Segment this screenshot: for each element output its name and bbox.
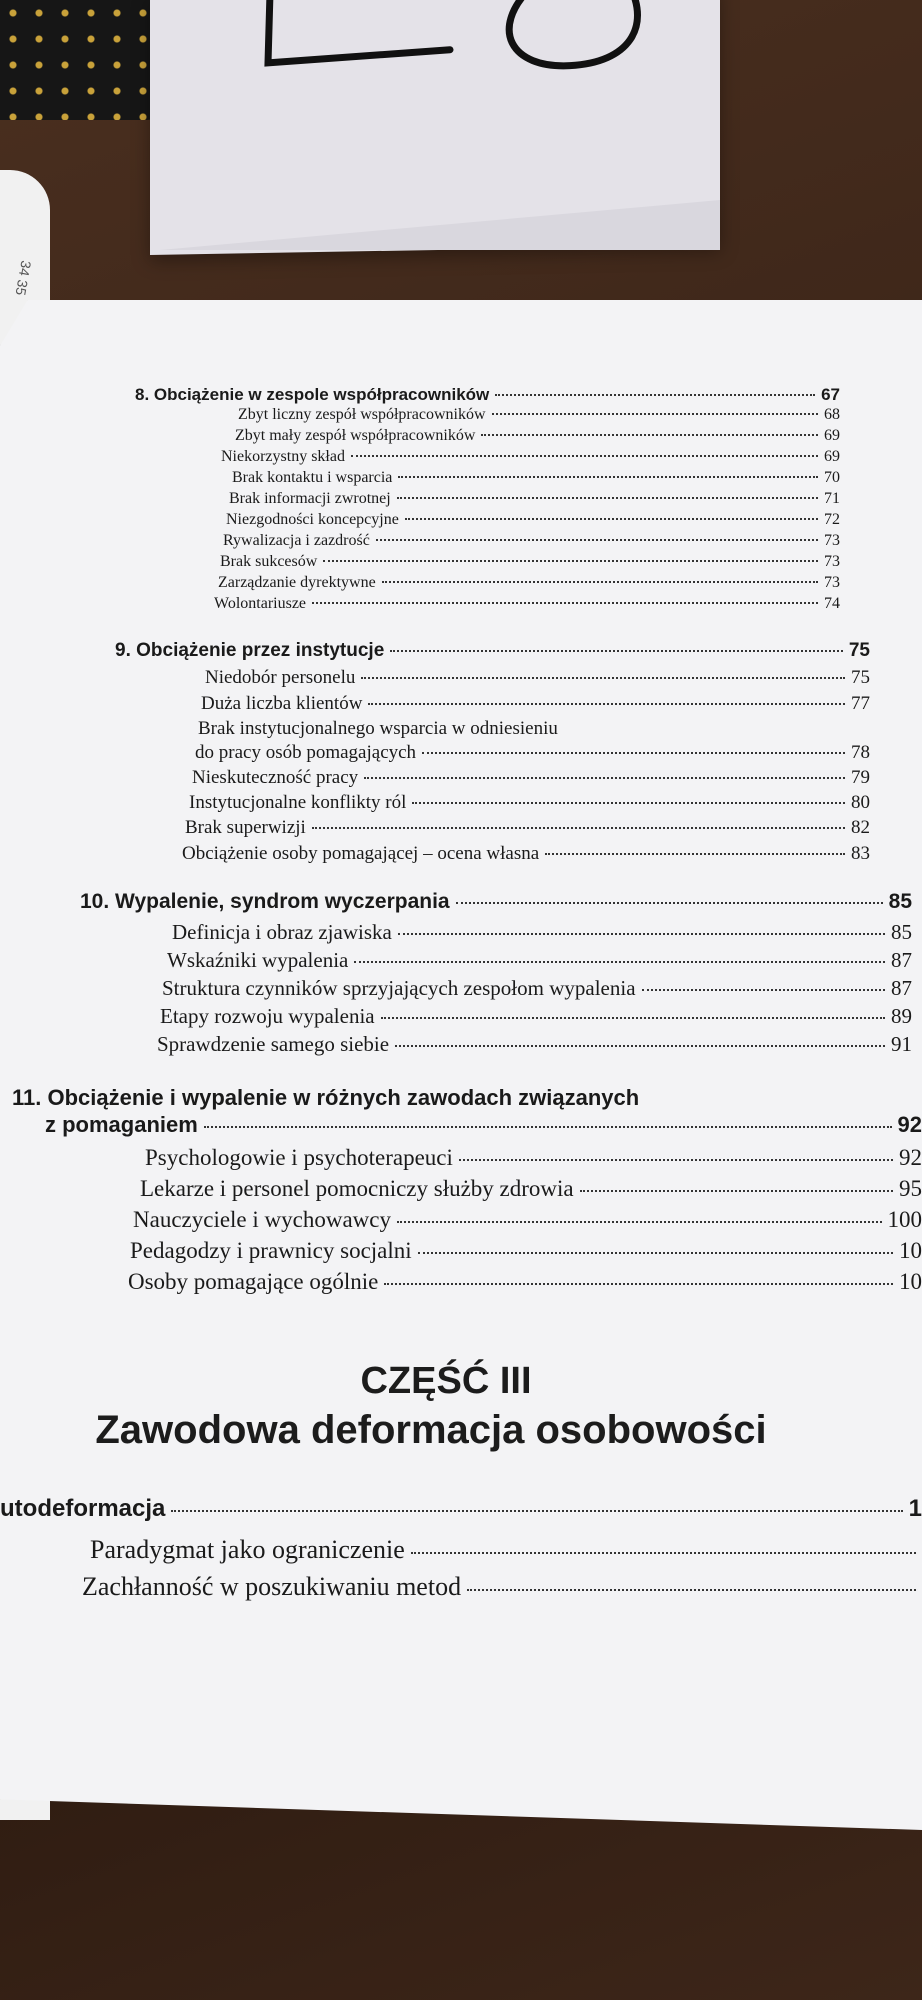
dot-leader xyxy=(368,703,845,705)
toc-entry xyxy=(235,427,840,445)
chapter-heading xyxy=(0,1495,922,1523)
toc-entry xyxy=(182,843,870,865)
dot-leader xyxy=(395,1045,885,1047)
entry-title: Osoby pomagające ogólnie xyxy=(128,1269,379,1294)
entry-title: z pomaganiem xyxy=(45,1112,198,1137)
dot-leader xyxy=(397,497,818,499)
dot-leader xyxy=(398,933,885,935)
page-number: 89 xyxy=(891,1004,912,1028)
dot-leader xyxy=(580,1190,893,1192)
dot-leader xyxy=(397,1221,882,1223)
entry-title: Brak instytucjonalnego wsparcia w odniesieniu xyxy=(198,718,558,739)
page-number: 69 xyxy=(824,427,840,444)
dot-leader xyxy=(398,476,818,478)
page-number: 75 xyxy=(848,640,870,661)
toc-entry xyxy=(172,920,912,945)
dot-leader xyxy=(351,455,818,457)
toc-entry xyxy=(218,574,840,592)
page-number: 82 xyxy=(851,817,870,838)
dot-leader xyxy=(204,1126,892,1128)
page-number: 92 xyxy=(899,1145,922,1170)
dot-leader xyxy=(492,413,819,415)
toc-entry xyxy=(192,767,870,789)
entry-title: Struktura czynników sprzyjających zespołom wypalenia xyxy=(162,976,636,1000)
dot-leader xyxy=(364,777,845,779)
entry-title: Instytucjonalne konflikty ról xyxy=(189,792,407,813)
page-number: 78 xyxy=(851,742,870,763)
page-number: 95 xyxy=(899,1176,922,1201)
entry-title: Etapy rozwoju wypalenia xyxy=(160,1004,375,1028)
dot-leader xyxy=(642,989,885,991)
entry-title: Nieskuteczność pracy xyxy=(192,767,359,788)
entry-title: 8. Obciążenie w zespole współpracowników xyxy=(135,385,490,404)
chapter-heading xyxy=(135,385,840,405)
page-number: 67 xyxy=(821,385,840,404)
toc-entry xyxy=(223,532,840,550)
toc-entry xyxy=(145,1145,922,1171)
entry-title: Wskaźniki wypalenia xyxy=(167,948,349,972)
dot-leader xyxy=(456,902,883,904)
part-label: CZĘŚĆ III xyxy=(360,1360,532,1402)
entry-title: 10. Wypalenie, syndrom wyczerpania xyxy=(80,890,450,913)
toc-entry xyxy=(229,490,840,508)
toc-entry xyxy=(128,1269,922,1295)
page-number: 10 xyxy=(899,1269,922,1294)
entry-title: Brak sukcesów xyxy=(220,553,318,570)
entry-title: Zachłanność w poszukiwaniu metod xyxy=(82,1572,462,1601)
dot-leader xyxy=(495,394,815,396)
page-number: 10 xyxy=(899,1238,922,1263)
dot-leader xyxy=(481,434,818,436)
entry-title: Niezgodności koncepcyjne xyxy=(226,511,399,528)
dot-leader xyxy=(171,1510,902,1512)
entry-title: Nauczyciele i wychowawcy xyxy=(133,1207,391,1232)
entry-title: do pracy osób pomagających xyxy=(195,742,417,763)
toc-entry xyxy=(90,1535,922,1565)
entry-title: Duża liczba klientów xyxy=(201,693,363,714)
page-number: 77 xyxy=(851,693,870,714)
dot-leader xyxy=(312,602,818,604)
page-number: 100 xyxy=(887,1207,922,1232)
page-number: 73 xyxy=(824,574,840,591)
page-number: 73 xyxy=(824,532,840,549)
toc-entry xyxy=(201,693,870,715)
toc-entry xyxy=(167,948,912,973)
toc-entry xyxy=(189,792,870,814)
page-number: 71 xyxy=(824,490,840,507)
toc-entry xyxy=(221,448,840,466)
entry-title: 9. Obciążenie przez instytucje xyxy=(115,640,385,661)
entry-title: Wolontariusze xyxy=(214,595,307,612)
dot-leader xyxy=(411,1552,916,1554)
dot-leader xyxy=(405,518,818,520)
dot-leader xyxy=(323,560,818,562)
page-number: 83 xyxy=(851,843,870,864)
dot-leader xyxy=(354,961,885,963)
dot-leader xyxy=(412,802,845,804)
entry-title: Sprawdzenie samego siebie xyxy=(157,1032,390,1056)
entry-title: Psychologowie i psychoterapeuci xyxy=(145,1145,453,1170)
page-number: 87 xyxy=(891,976,912,1000)
dot-leader xyxy=(312,827,845,829)
page-number: 73 xyxy=(824,553,840,570)
entry-title: Brak kontaktu i wsparcia xyxy=(232,469,393,486)
page-number: 80 xyxy=(851,792,870,813)
toc-entry xyxy=(214,595,840,613)
toc-entry xyxy=(160,1004,912,1029)
dot-leader xyxy=(390,650,843,652)
page-number: 87 xyxy=(891,948,912,972)
dot-leader xyxy=(459,1159,893,1161)
toc-entry xyxy=(82,1572,922,1602)
entry-title: utodeformacja xyxy=(0,1495,166,1522)
dot-leader xyxy=(361,677,845,679)
toc-entry xyxy=(185,817,870,839)
page-number: 75 xyxy=(851,667,870,688)
chapter-heading xyxy=(115,640,870,662)
page-number: 74 xyxy=(824,595,840,612)
entry-title: Paradygmat jako ograniczenie xyxy=(90,1535,405,1564)
toc-entry xyxy=(198,718,870,740)
page-number: 70 xyxy=(824,469,840,486)
toc-entry xyxy=(157,1032,912,1057)
entry-title: Rywalizacja i zazdrość xyxy=(223,532,370,549)
dot-leader xyxy=(467,1589,916,1591)
toc-entry xyxy=(205,667,870,689)
toc-entry xyxy=(220,553,840,571)
entry-title: Definicja i obraz zjawiska xyxy=(172,920,392,944)
page-number: 92 xyxy=(897,1112,922,1137)
toc-entry xyxy=(162,976,912,1001)
chapter-heading-continued xyxy=(45,1112,922,1138)
dot-leader xyxy=(545,853,845,855)
part-title: Zawodowa deformacja osobowości xyxy=(95,1408,767,1452)
dot-leader xyxy=(384,1283,893,1285)
toc-entry xyxy=(140,1176,922,1202)
page-number: 85 xyxy=(891,920,912,944)
page-number: 91 xyxy=(891,1032,912,1056)
entry-title: Lekarze i personel pomocniczy służby zdrowia xyxy=(140,1176,574,1201)
page-number: 79 xyxy=(851,767,870,788)
entry-title: Brak informacji zwrotnej xyxy=(229,490,391,507)
dot-leader xyxy=(381,1017,885,1019)
entry-title: Pedagodzy i prawnicy socjalni xyxy=(130,1238,412,1263)
entry-title: Obciążenie osoby pomagającej – ocena własna xyxy=(182,843,540,864)
page-number: 69 xyxy=(824,448,840,465)
entry-title: Zbyt mały zespół współpracowników xyxy=(235,427,476,444)
entry-title: Zbyt liczny zespół współpracowników xyxy=(238,406,486,423)
entry-title: Zarządzanie dyrektywne xyxy=(218,574,376,591)
toc-entry xyxy=(226,511,840,529)
dot-leader xyxy=(422,752,845,754)
chapter-heading xyxy=(80,890,912,914)
entry-title: Niekorzystny skład xyxy=(221,448,345,465)
dot-leader xyxy=(382,581,818,583)
entry-title: Niedobór personelu xyxy=(205,667,356,688)
dot-leader xyxy=(376,539,818,541)
toc-entry xyxy=(232,469,840,487)
page-number: 1 xyxy=(908,1495,922,1522)
entry-title: Brak superwizji xyxy=(185,817,306,838)
toc-entry xyxy=(238,406,840,424)
dot-leader xyxy=(418,1252,893,1254)
side-page-numbers: 34 35 xyxy=(12,259,35,297)
toc-entry xyxy=(130,1238,922,1264)
toc-entry xyxy=(195,742,870,764)
toc-entry xyxy=(133,1207,922,1233)
page-number: 85 xyxy=(888,890,912,913)
page-number: 72 xyxy=(824,511,840,528)
chapter-heading: 11. Obciążenie i wypalenie w różnych zawodach związanych xyxy=(12,1085,640,1110)
page-number: 68 xyxy=(824,406,840,423)
